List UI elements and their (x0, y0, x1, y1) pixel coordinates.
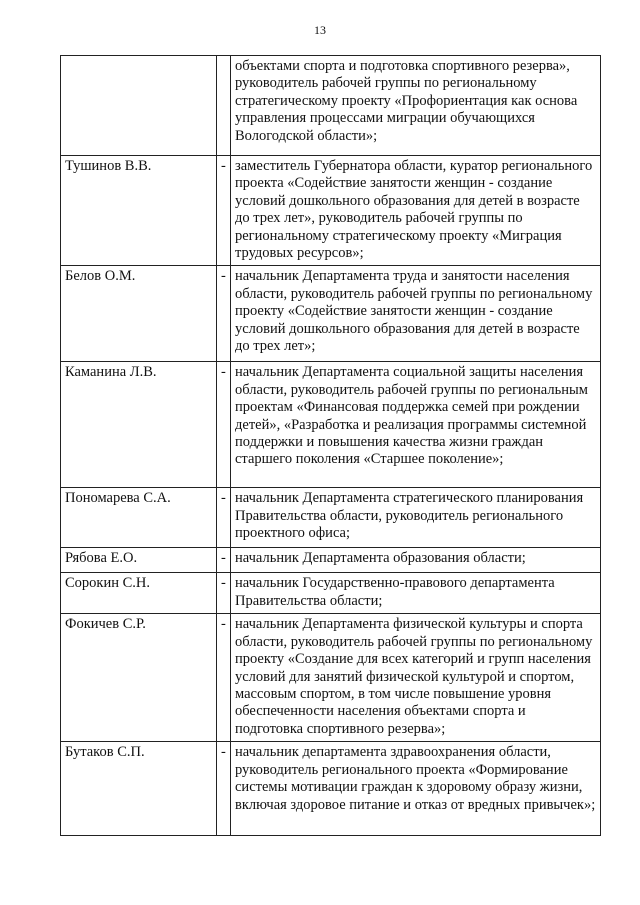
member-role: начальник Департамента стратегического планирования Правительства области, руководитель регионального проектного офиса; (231, 488, 601, 548)
member-name: Белов О.М. (61, 266, 217, 362)
table-row (61, 56, 601, 156)
dash-separator: - (217, 362, 231, 488)
table-row (61, 156, 601, 266)
member-role: начальник Департамента образования области; (231, 548, 601, 573)
table-row (61, 488, 601, 548)
member-role: объектами спорта и подготовка спортивного резерва», руководитель рабочей группы по региональному стратегическому проекту «Профориентация как основа управления процессами миграции обучающихся Вологодской области»; (231, 56, 601, 156)
member-name: Рябова Е.О. (61, 548, 217, 573)
members-table (60, 55, 601, 836)
member-name: Бутаков С.П. (61, 742, 217, 836)
member-role: начальник Департамента социальной защиты населения области, руководитель рабочей группы по региональным проектам «Финансовая поддержка семей при рождении детей», «Разработка и реализация программы системной поддержки и повышения качества жизни граждан старшего поколения «Старшее поколение»; (231, 362, 601, 488)
member-name: Тушинов В.В. (61, 156, 217, 266)
dash-separator: - (217, 573, 231, 614)
member-name: Каманина Л.В. (61, 362, 217, 488)
page-number: 13 (314, 23, 326, 37)
member-role: начальник департамента здравоохранения области, руководитель регионального проекта «Формирование системы мотивации граждан к здоровому образу жизни, включая здоровое питание и отказ от вредных привычек»; (231, 742, 601, 836)
dash-separator: - (217, 488, 231, 548)
table-row (61, 614, 601, 742)
dash-separator (217, 56, 231, 156)
dash-separator: - (217, 156, 231, 266)
table-row (61, 266, 601, 362)
dash-separator: - (217, 742, 231, 836)
table-row (61, 573, 601, 614)
table-row (61, 742, 601, 836)
member-name (61, 56, 217, 156)
table-row (61, 548, 601, 573)
table-row (61, 362, 601, 488)
member-role: заместитель Губернатора области, куратор регионального проекта «Содействие занятости женщин - создание условий дошкольного образования для детей в возрасте до трех лет», руководитель рабочей группы по региональному стратегическому проекту «Миграция трудовых ресурсов»; (231, 156, 601, 266)
member-role: начальник Департамента труда и занятости населения области, руководитель рабочей группы по региональному проекту «Содействие занятости женщин - создание условий дошкольного образования для детей в возрасте до трех лет»; (231, 266, 601, 362)
member-role: начальник Департамента физической культуры и спорта области, руководитель рабочей группы по региональному проекту «Создание для всех категорий и групп населения условий для занятий физической культурой и спортом, массовым спортом, в том числе повышение уровня обеспеченности населения объектами спорта и подготовка спортивного резерва»; (231, 614, 601, 742)
member-name: Пономарева С.А. (61, 488, 217, 548)
dash-separator: - (217, 266, 231, 362)
member-role: начальник Государственно-правового департамента Правительства области; (231, 573, 601, 614)
member-name: Фокичев С.Р. (61, 614, 217, 742)
member-name: Сорокин С.Н. (61, 573, 217, 614)
dash-separator: - (217, 548, 231, 573)
dash-separator: - (217, 614, 231, 742)
